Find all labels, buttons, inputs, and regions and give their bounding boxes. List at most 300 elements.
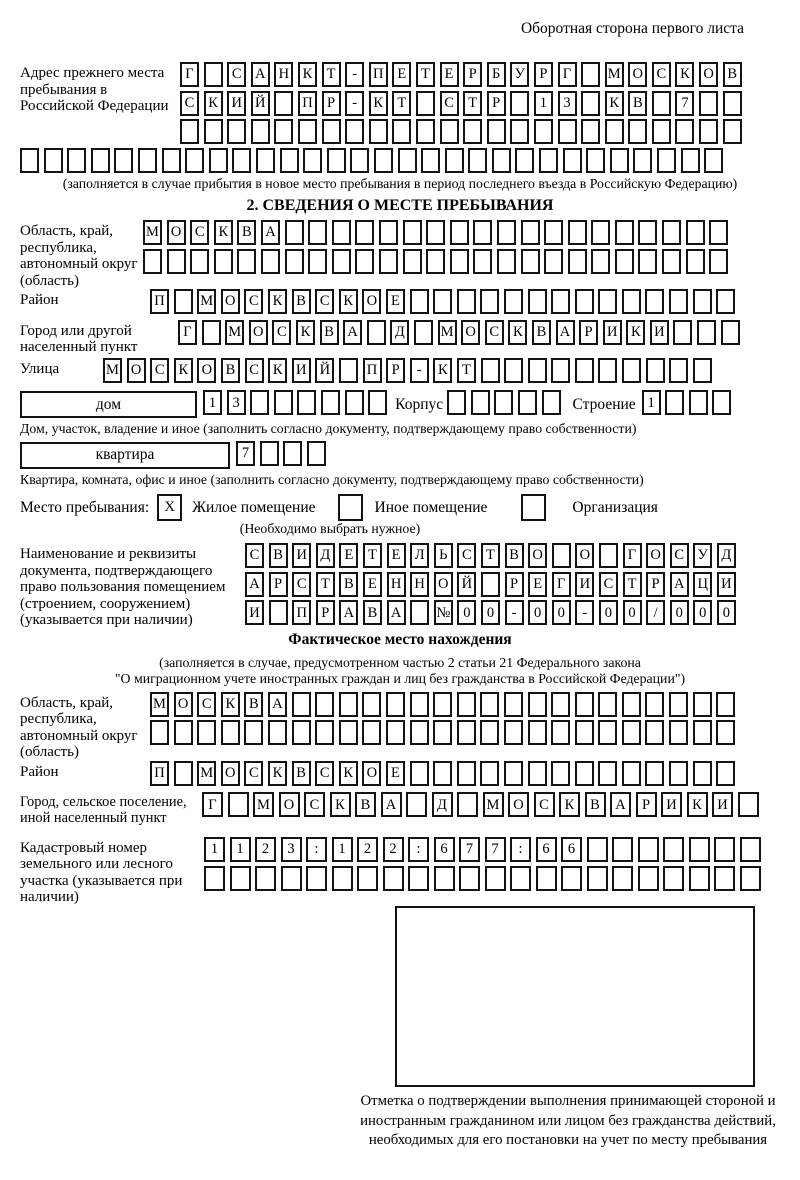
char-cell-row bbox=[20, 148, 800, 173]
char-cell-row bbox=[150, 289, 735, 314]
char-cell bbox=[339, 720, 358, 745]
char-cell: : bbox=[306, 837, 327, 862]
char-cell bbox=[716, 720, 735, 745]
char-cell: В bbox=[585, 792, 606, 817]
char-cell bbox=[645, 761, 664, 786]
char-cell bbox=[307, 441, 326, 466]
apartment-box-label: квартира bbox=[20, 442, 230, 469]
char-cell bbox=[645, 720, 664, 745]
char-cell bbox=[693, 692, 712, 717]
char-cell bbox=[459, 866, 480, 891]
char-cell bbox=[230, 866, 251, 891]
char-cell: О bbox=[575, 543, 594, 568]
char-cell bbox=[174, 720, 193, 745]
char-cell: А bbox=[610, 792, 631, 817]
page-side-note: Оборотная сторона первого листа bbox=[520, 20, 744, 37]
char-cell: 0 bbox=[623, 600, 642, 625]
field-cadastral bbox=[20, 837, 800, 906]
char-cell bbox=[709, 249, 728, 274]
char-cell bbox=[598, 761, 617, 786]
char-cell: О bbox=[646, 543, 665, 568]
char-cell: С bbox=[180, 91, 199, 116]
char-cell bbox=[481, 358, 500, 383]
char-cell bbox=[699, 119, 718, 144]
char-cell bbox=[504, 720, 523, 745]
char-cell bbox=[497, 220, 516, 245]
char-cell: 0 bbox=[693, 600, 712, 625]
stay-option-label-residential: Жилое помещение bbox=[192, 499, 316, 517]
char-cell: Е bbox=[440, 62, 459, 87]
char-cell: П bbox=[150, 289, 169, 314]
char-cell: Р bbox=[534, 62, 553, 87]
char-cell: 3 bbox=[227, 390, 246, 415]
char-cell bbox=[598, 358, 617, 383]
char-cell bbox=[473, 220, 492, 245]
char-cell bbox=[237, 249, 256, 274]
char-cell bbox=[433, 289, 452, 314]
char-cell bbox=[255, 866, 276, 891]
char-cell: А bbox=[261, 220, 280, 245]
char-cell: В bbox=[292, 289, 311, 314]
char-grid-apartment bbox=[236, 441, 326, 470]
char-cell bbox=[345, 119, 364, 144]
char-cell-row bbox=[180, 119, 742, 144]
char-cell bbox=[673, 320, 692, 345]
char-cell bbox=[740, 866, 761, 891]
char-cell bbox=[315, 692, 334, 717]
char-cell: М bbox=[438, 320, 457, 345]
field-label-city: Город или другой населенный пункт bbox=[20, 322, 138, 356]
char-cell: Р bbox=[487, 91, 506, 116]
char-cell: В bbox=[723, 62, 742, 87]
char-cell-row bbox=[245, 600, 736, 625]
char-cell bbox=[598, 289, 617, 314]
char-cell bbox=[568, 220, 587, 245]
char-cell bbox=[551, 720, 570, 745]
char-cell bbox=[362, 692, 381, 717]
char-cell bbox=[693, 289, 712, 314]
checkbox-residential: X bbox=[157, 494, 182, 521]
char-cell: 0 bbox=[528, 600, 547, 625]
char-cell: У bbox=[510, 62, 529, 87]
char-cell bbox=[699, 91, 718, 116]
char-cell: С bbox=[227, 62, 246, 87]
char-cell: У bbox=[693, 543, 712, 568]
char-cell bbox=[167, 249, 186, 274]
char-cell bbox=[180, 119, 199, 144]
char-cell bbox=[542, 390, 561, 415]
korpus-label: Корпус bbox=[395, 396, 444, 414]
char-cell bbox=[67, 148, 86, 173]
field-region bbox=[20, 220, 800, 289]
char-cell: М bbox=[143, 220, 162, 245]
char-cell bbox=[689, 837, 710, 862]
char-cell: 1 bbox=[642, 390, 661, 415]
char-cell bbox=[492, 148, 511, 173]
char-cell: К bbox=[508, 320, 527, 345]
char-cell: К bbox=[339, 289, 358, 314]
char-cell-row bbox=[150, 692, 735, 717]
char-grid-district bbox=[150, 289, 735, 318]
char-cell bbox=[457, 761, 476, 786]
char-cell bbox=[285, 249, 304, 274]
char-cell bbox=[494, 390, 513, 415]
char-cell bbox=[480, 761, 499, 786]
char-cell bbox=[563, 148, 582, 173]
char-cell: Т bbox=[392, 91, 411, 116]
char-cell bbox=[292, 720, 311, 745]
char-cell: В bbox=[628, 91, 647, 116]
char-cell bbox=[440, 119, 459, 144]
char-cell: Т bbox=[322, 62, 341, 87]
stamp-box bbox=[395, 906, 755, 1087]
char-cell: О bbox=[434, 572, 453, 597]
char-cell: О bbox=[508, 792, 529, 817]
char-cell: 0 bbox=[481, 600, 500, 625]
char-cell bbox=[638, 249, 657, 274]
char-cell bbox=[445, 148, 464, 173]
apartment-note: Квартира, комната, офис и иное (заполнить согласно документу, подтверждающему право собственности) bbox=[20, 472, 644, 488]
char-cell bbox=[403, 220, 422, 245]
field-label-street: Улица bbox=[20, 360, 60, 377]
char-cell: С bbox=[457, 543, 476, 568]
char-cell: Г bbox=[180, 62, 199, 87]
char-cell bbox=[274, 91, 293, 116]
char-cell: 2 bbox=[357, 837, 378, 862]
char-cell: К bbox=[204, 91, 223, 116]
char-cell bbox=[610, 148, 629, 173]
char-cell: Р bbox=[505, 572, 524, 597]
char-cell bbox=[285, 220, 304, 245]
char-cell: Д bbox=[390, 320, 409, 345]
char-cell: К bbox=[559, 792, 580, 817]
char-cell bbox=[434, 866, 455, 891]
char-cell: Е bbox=[387, 543, 406, 568]
char-cell: Т bbox=[623, 572, 642, 597]
char-cell: Е bbox=[386, 289, 405, 314]
char-grid-house-number bbox=[203, 390, 387, 419]
char-cell: Б bbox=[487, 62, 506, 87]
char-cell bbox=[350, 148, 369, 173]
char-cell bbox=[586, 148, 605, 173]
field-label-district-2: Район bbox=[20, 763, 59, 780]
char-cell: А bbox=[381, 792, 402, 817]
char-cell: И bbox=[575, 572, 594, 597]
field-document bbox=[20, 543, 800, 629]
char-cell bbox=[681, 148, 700, 173]
char-cell bbox=[693, 761, 712, 786]
char-cell: Й bbox=[457, 572, 476, 597]
char-cell: - bbox=[345, 91, 364, 116]
char-cell: О bbox=[528, 543, 547, 568]
char-cell: К bbox=[605, 91, 624, 116]
char-cell bbox=[414, 320, 433, 345]
char-cell bbox=[463, 119, 482, 144]
char-cell: Е bbox=[386, 761, 405, 786]
char-cell bbox=[332, 866, 353, 891]
field-label-region-2: Область, край, республика, автономный округ (область) bbox=[20, 694, 138, 761]
char-grid-city-2 bbox=[202, 792, 759, 821]
char-cell: Р bbox=[579, 320, 598, 345]
char-cell bbox=[510, 119, 529, 144]
char-cell bbox=[712, 390, 731, 415]
char-cell bbox=[504, 692, 523, 717]
char-cell bbox=[468, 148, 487, 173]
char-cell bbox=[227, 119, 246, 144]
char-cell bbox=[693, 720, 712, 745]
char-cell bbox=[410, 720, 429, 745]
char-cell: И bbox=[292, 543, 311, 568]
char-cell: А bbox=[245, 572, 264, 597]
char-cell-row bbox=[180, 62, 742, 87]
char-cell bbox=[398, 148, 417, 173]
char-cell bbox=[433, 692, 452, 717]
char-cell bbox=[716, 692, 735, 717]
char-cell bbox=[646, 358, 665, 383]
char-cell: Ц bbox=[693, 572, 712, 597]
char-cell-row bbox=[204, 866, 761, 891]
char-cell bbox=[686, 220, 705, 245]
char-cell bbox=[355, 249, 374, 274]
char-cell bbox=[480, 720, 499, 745]
char-cell: 0 bbox=[670, 600, 689, 625]
char-cell bbox=[575, 289, 594, 314]
char-cell bbox=[91, 148, 110, 173]
char-cell: М bbox=[103, 358, 122, 383]
char-cell bbox=[357, 866, 378, 891]
char-cell: К bbox=[675, 62, 694, 87]
char-cell bbox=[669, 358, 688, 383]
char-cell: О bbox=[699, 62, 718, 87]
char-cell: О bbox=[221, 761, 240, 786]
char-grid-cadastral bbox=[204, 837, 761, 894]
char-cell: О bbox=[362, 289, 381, 314]
char-cell bbox=[518, 390, 537, 415]
char-cell: В bbox=[532, 320, 551, 345]
char-cell: Г bbox=[623, 543, 642, 568]
char-cell-row bbox=[178, 320, 740, 345]
char-cell: Т bbox=[363, 543, 382, 568]
char-cell bbox=[345, 390, 364, 415]
char-cell bbox=[322, 119, 341, 144]
char-cell bbox=[281, 866, 302, 891]
char-cell: К bbox=[174, 358, 193, 383]
char-cell bbox=[379, 249, 398, 274]
char-cell bbox=[645, 692, 664, 717]
char-cell bbox=[539, 148, 558, 173]
section2-title: 2. СВЕДЕНИЯ О МЕСТЕ ПРЕБЫВАНИЯ bbox=[246, 197, 554, 215]
char-cell bbox=[581, 119, 600, 144]
char-cell: К bbox=[626, 320, 645, 345]
char-grid-korpus bbox=[447, 390, 560, 419]
char-cell: 7 bbox=[459, 837, 480, 862]
actual-location-note-1: (заполняется в случае, предусмотренном частью 2 статьи 21 Федерального закона bbox=[159, 654, 641, 670]
field-street bbox=[20, 358, 800, 387]
char-cell bbox=[534, 119, 553, 144]
stay-type-label: Место пребывания: bbox=[20, 499, 150, 517]
char-cell bbox=[723, 119, 742, 144]
char-cell: 1 bbox=[204, 837, 225, 862]
char-cell bbox=[256, 148, 275, 173]
char-cell bbox=[622, 761, 641, 786]
house-row bbox=[20, 390, 800, 419]
char-cell bbox=[657, 148, 676, 173]
char-cell: К bbox=[268, 289, 287, 314]
char-cell bbox=[738, 792, 759, 817]
field-city bbox=[20, 320, 800, 356]
char-cell bbox=[269, 600, 288, 625]
char-cell bbox=[410, 692, 429, 717]
char-cell: 7 bbox=[236, 441, 255, 466]
char-cell: О bbox=[279, 792, 300, 817]
char-cell: А bbox=[343, 320, 362, 345]
char-cell-row bbox=[203, 390, 387, 415]
field-district bbox=[20, 289, 800, 318]
char-cell: Т bbox=[316, 572, 335, 597]
char-cell: К bbox=[268, 358, 287, 383]
char-cell: Д bbox=[316, 543, 335, 568]
char-cell: - bbox=[575, 600, 594, 625]
char-cell: С bbox=[245, 358, 264, 383]
char-cell bbox=[306, 866, 327, 891]
char-cell bbox=[143, 249, 162, 274]
char-cell bbox=[44, 148, 63, 173]
char-cell: О bbox=[127, 358, 146, 383]
char-cell bbox=[510, 91, 529, 116]
char-cell bbox=[615, 220, 634, 245]
house-note: Дом, участок, владение и иное (заполнить согласно документу, подтверждающему право собственности) bbox=[20, 421, 637, 437]
char-cell: К bbox=[687, 792, 708, 817]
char-cell bbox=[544, 249, 563, 274]
char-cell: Н bbox=[274, 62, 293, 87]
char-cell: В bbox=[363, 600, 382, 625]
char-cell: 1 bbox=[203, 390, 222, 415]
char-cell bbox=[416, 119, 435, 144]
char-cell: О bbox=[197, 358, 216, 383]
char-cell: : bbox=[408, 837, 429, 862]
char-cell bbox=[591, 220, 610, 245]
char-cell bbox=[528, 358, 547, 383]
char-cell: В bbox=[221, 358, 240, 383]
char-cell: Ь bbox=[434, 543, 453, 568]
char-grid-district-2 bbox=[150, 761, 735, 790]
char-cell bbox=[114, 148, 133, 173]
char-cell bbox=[689, 390, 708, 415]
char-cell bbox=[204, 866, 225, 891]
char-cell: 0 bbox=[599, 600, 618, 625]
char-cell bbox=[697, 320, 716, 345]
char-cell bbox=[581, 91, 600, 116]
char-cell-row bbox=[204, 837, 761, 862]
char-cell bbox=[510, 866, 531, 891]
char-cell bbox=[379, 220, 398, 245]
char-cell: Е bbox=[392, 62, 411, 87]
checkbox-organization bbox=[521, 494, 546, 521]
char-cell bbox=[551, 358, 570, 383]
char-cell: В bbox=[505, 543, 524, 568]
char-cell bbox=[450, 220, 469, 245]
char-cell: М bbox=[197, 289, 216, 314]
char-cell: П bbox=[363, 358, 382, 383]
char-cell: Д bbox=[432, 792, 453, 817]
char-cell bbox=[723, 91, 742, 116]
char-grid-previous-address-extra bbox=[20, 148, 800, 173]
char-grid-previous-address bbox=[180, 62, 742, 148]
char-cell: К bbox=[339, 761, 358, 786]
char-cell bbox=[433, 761, 452, 786]
char-cell bbox=[515, 148, 534, 173]
char-cell bbox=[504, 358, 523, 383]
char-cell: 2 bbox=[255, 837, 276, 862]
char-cell: О bbox=[249, 320, 268, 345]
char-cell bbox=[669, 289, 688, 314]
char-cell bbox=[268, 720, 287, 745]
char-cell: И bbox=[650, 320, 669, 345]
field-label-cadastral: Кадастровый номер земельного или лесного участка (указывается при наличии) bbox=[20, 839, 183, 906]
char-cell: К bbox=[296, 320, 315, 345]
char-cell bbox=[714, 837, 735, 862]
char-cell bbox=[622, 720, 641, 745]
char-cell bbox=[457, 289, 476, 314]
char-cell: Н bbox=[410, 572, 429, 597]
char-cell bbox=[332, 220, 351, 245]
char-cell bbox=[599, 543, 618, 568]
char-cell: Р bbox=[646, 572, 665, 597]
char-cell bbox=[274, 119, 293, 144]
char-cell bbox=[332, 249, 351, 274]
char-cell: : bbox=[510, 837, 531, 862]
char-cell: Г bbox=[558, 62, 577, 87]
char-cell: Г bbox=[202, 792, 223, 817]
char-cell bbox=[457, 792, 478, 817]
field-previous-address bbox=[20, 62, 800, 148]
char-cell: Л bbox=[410, 543, 429, 568]
char-cell bbox=[587, 866, 608, 891]
char-cell bbox=[327, 148, 346, 173]
char-cell: А bbox=[268, 692, 287, 717]
char-cell bbox=[204, 62, 223, 87]
stay-option-label-organization: Организация bbox=[572, 499, 658, 517]
char-cell: Т bbox=[416, 62, 435, 87]
char-cell: - bbox=[345, 62, 364, 87]
char-cell bbox=[551, 289, 570, 314]
char-cell: - bbox=[505, 600, 524, 625]
char-cell: К bbox=[330, 792, 351, 817]
char-cell bbox=[197, 720, 216, 745]
char-cell-row bbox=[150, 761, 735, 786]
char-cell bbox=[292, 692, 311, 717]
field-city-2 bbox=[20, 792, 800, 827]
char-cell bbox=[308, 249, 327, 274]
house-box-label: дом bbox=[20, 391, 197, 418]
char-cell: А bbox=[556, 320, 575, 345]
char-cell: В bbox=[292, 761, 311, 786]
char-cell bbox=[528, 720, 547, 745]
field-label-city-2: Город, сельское поселение, иной населенный пункт bbox=[20, 794, 187, 827]
apartment-row bbox=[20, 441, 800, 470]
char-cell bbox=[274, 390, 293, 415]
char-cell: 3 bbox=[281, 837, 302, 862]
char-cell: И bbox=[245, 600, 264, 625]
char-cell bbox=[638, 866, 659, 891]
char-cell bbox=[374, 148, 393, 173]
char-cell bbox=[368, 390, 387, 415]
char-cell bbox=[221, 720, 240, 745]
char-cell bbox=[628, 119, 647, 144]
char-cell: 1 bbox=[332, 837, 353, 862]
char-grid-city bbox=[178, 320, 740, 349]
char-cell bbox=[663, 837, 684, 862]
